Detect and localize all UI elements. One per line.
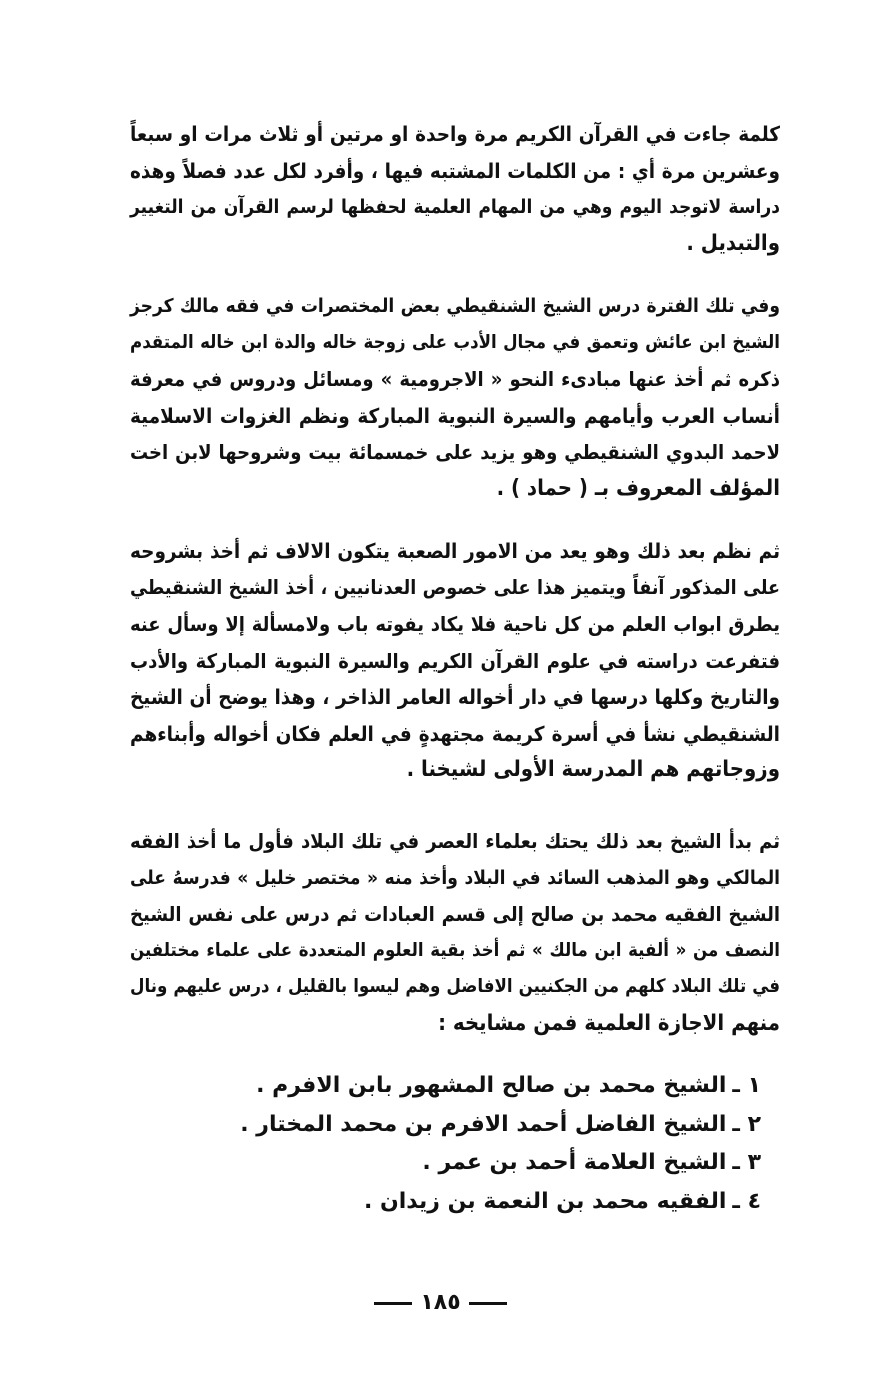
paragraph-4 <box>130 823 780 1042</box>
list-item <box>201 1144 761 1183</box>
text-line: دراسة لاتوجد اليوم وهي من المهام العلمية لحفظها لرسم القرآن من التغيير <box>130 196 780 218</box>
list-item <box>201 1183 761 1222</box>
text-line: يطرق ابواب العلم من كل ناحية فلا يكاد يفوته باب ولامسألة إلا وسأل عنه <box>130 612 780 636</box>
list-item <box>201 1106 761 1145</box>
list-item-number: ٢ ـ <box>732 1111 761 1137</box>
text-line: لاحمد البدوي الشنقيطي وهو يزيد على خمسمائة بيت وشروحها لابن اخت <box>130 440 780 464</box>
list-item-text: الشيخ الفاضل أحمد الافرم بن محمد المختار . <box>240 1111 727 1137</box>
text-line: على المذكور آنفاً ويتميز هذا على خصوص العدنانيين ، أخذ الشيخ الشنقيطي <box>130 575 780 599</box>
text-line: ثم نظم بعد ذلك وهو يعد من الامور الصعبة يتكون الالاف ثم أخذ بشروحه <box>130 539 780 563</box>
page-number-value: ١٨٥ <box>420 1290 461 1315</box>
text-line: الشيخ ابن عائش وتعمق في مجال الأدب على زوجة خاله والدة ابن خاله المتقدم <box>130 331 780 353</box>
paragraph-2 <box>130 288 780 507</box>
text-line: وعشرين مرة أي : من الكلمات المشتبه فيها ، وأفرد لكل عدد فصلاً وهذه <box>130 158 780 183</box>
page-number-dash <box>469 1302 507 1305</box>
list-item <box>201 1067 761 1106</box>
list-item-number: ٣ ـ <box>732 1150 761 1175</box>
text-line: منهم الاجازة العلمية فمن مشايخه : <box>438 1010 780 1036</box>
text-line: المؤلف المعروف بـ ( حماد ) . <box>496 475 780 501</box>
text-line: الشنقيطي نشأ في أسرة كريمة مجتهدةٍ في العلم فكان أخواله وأبناءهم <box>130 721 780 746</box>
page-number-dash <box>374 1302 412 1305</box>
text-line: والتبديل . <box>686 230 780 256</box>
text-line: وزوجاتهم هم المدرسة الأولى لشيخنا . <box>406 757 780 782</box>
text-line: ذكره ثم أخذ عنها مبادىء النحو « الاجرومية » ومسائل ودروس في معرفة <box>130 367 780 391</box>
text-line: ثم بدأ الشيخ بعد ذلك يحتك بعلماء العصر في تلك البلاد فأول ما أخذ الفقه <box>130 829 780 853</box>
list-item-text: الشيخ محمد بن صالح المشهور بابن الافرم . <box>256 1073 727 1098</box>
text-line: المالكي وهو المذهب السائد في البلاد وأخذ منه « مختصر خليل » فدرسهُ على <box>130 866 780 889</box>
text-line: في تلك البلاد كلهم من الجكنيين الافاضل وهم ليسوا بالقليل ، درس عليهم ونال <box>130 976 780 997</box>
list-item-number: ١ ـ <box>732 1073 761 1098</box>
text-line: والتاريخ وكلها درسها في دار أخواله العامر الذاخر ، وهذا يوضح أن الشيخ <box>130 685 780 709</box>
text-line: أنساب العرب وأيامهم والسيرة النبوية المباركة ونظم الغزوات الاسلامية <box>130 403 780 428</box>
text-line: الشيخ الفقيه محمد بن صالح إلى قسم العبادات ثم درس على نفس الشيخ <box>130 902 780 926</box>
page-number <box>0 1290 881 1315</box>
text-line: وفي تلك الفترة درس الشيخ الشنقيطي بعض المختصرات في فقه مالك كرجز <box>130 295 780 317</box>
list-item-number: ٤ ـ <box>732 1188 761 1214</box>
teachers-list <box>201 1067 761 1221</box>
text-line: كلمة جاءت في القرآن الكريم مرة واحدة او مرتين أو ثلاث مرات او سبعاً <box>130 122 780 146</box>
text-line: فتفرعت دراسته في علوم القرآن الكريم والسيرة النبوية المباركة والأدب <box>130 648 780 673</box>
list-item-text: الشيخ العلامة أحمد بن عمر . <box>422 1150 727 1175</box>
paragraph-3 <box>130 533 780 789</box>
list-item-text: الفقيه محمد بن النعمة بن زيدان . <box>363 1188 727 1214</box>
text-line: النصف من « ألفية ابن مالك » ثم أخذ بقية العلوم المتعددة على علماء مختلفين <box>130 939 780 961</box>
paragraph-1 <box>130 116 780 262</box>
